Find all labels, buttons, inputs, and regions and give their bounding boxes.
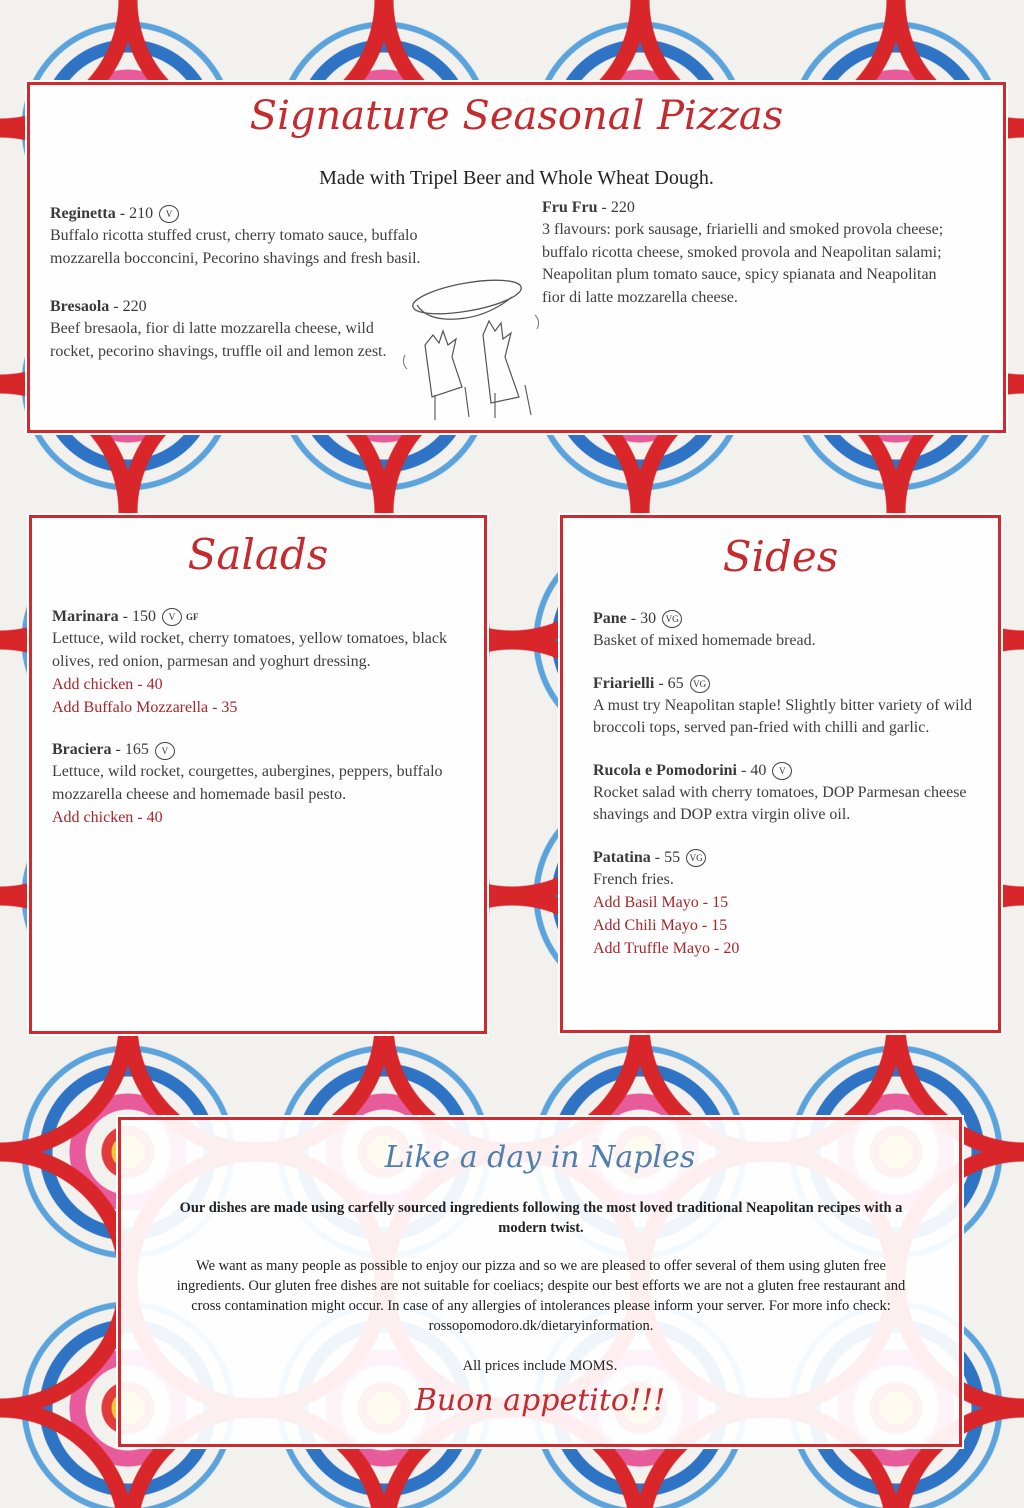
item-price: - 210: [115, 205, 154, 222]
salads-panel: [29, 515, 487, 1034]
addon-option: Add Basil Mayo - 15: [593, 894, 729, 911]
item-price: - 150: [118, 608, 156, 625]
menu-item-fru-fru: [542, 197, 962, 309]
footer-panel: [118, 1117, 962, 1447]
item-description: Beef bresaola, fior di latte mozzarella cheese, wild rocket, pecorino shavings, truffle oil and lemon zest.: [50, 320, 387, 360]
item-name: Braciera: [52, 741, 112, 759]
item-description: 3 flavours: pork sausage, friarielli and smoked provola cheese; buffalo ricotta cheese, smoked provola and Neapolitan salami; Neapolitan plum tomato sauce, spicy spianata and Neapolitan fior di latte mozzarella cheese.: [542, 221, 944, 306]
pizza-panel: [27, 82, 1006, 433]
item-description: Buffalo ricotta stuffed crust, cherry tomato sauce, buffalo mozzarella bocconcini, Pecorino shavings and fresh basil.: [50, 227, 421, 267]
item-name: Friarielli: [593, 674, 655, 692]
item-price: - 65: [654, 674, 684, 692]
vegetarian-badge-icon: V: [772, 762, 792, 780]
footer-title: Like a day in Naples: [384, 1140, 696, 1175]
salads-section-title: Salads: [187, 530, 329, 579]
addon-option: Add chicken - 40: [52, 676, 163, 694]
item-price: - 165: [111, 741, 149, 759]
vegetarian-badge-icon: V: [162, 608, 182, 626]
menu-item-marinara: [52, 606, 472, 719]
item-price: - 40: [737, 761, 767, 779]
item-name: Rucola e Pomodorini: [593, 761, 737, 779]
item-price: - 30: [626, 610, 657, 627]
item-name: Reginetta: [50, 205, 116, 222]
menu-item-friarielli: [593, 673, 993, 740]
menu-item-patatina: [593, 847, 993, 961]
footer-signoff: Buon appetito!!!: [414, 1383, 666, 1418]
item-name: Marinara: [52, 608, 119, 625]
item-name: Patatina: [593, 848, 651, 866]
vegetarian-badge-icon: V: [159, 205, 179, 223]
item-name: Pane: [593, 610, 627, 627]
addon-option: Add Truffle Mayo - 20: [593, 940, 740, 957]
gluten-free-tag: GF: [185, 612, 199, 623]
item-price: - 55: [650, 848, 681, 866]
menu-item-bresaola: [50, 296, 390, 363]
addon-option: Add Chili Mayo - 15: [593, 917, 728, 934]
item-name: Fru Fru: [542, 199, 598, 216]
menu-item-pane: [593, 608, 993, 653]
menu-item-braciera: [52, 739, 472, 829]
salads-list: [52, 606, 472, 849]
pizza-section-title: Signature Seasonal Pizzas: [249, 93, 784, 139]
vegan-badge-icon: VG: [686, 849, 706, 867]
footer-allergy-text: We want as many people as possible to enjoy our pizza and so we are pleased to offer several of them using gluten free ingredients. Our gluten free dishes are not suitable for coeliacs; despite our best efforts we are not a gluten free restaurant and cross contamination might occur. In case of any allergies of intolerances please inform your server. For more info check: rossopomodoro.dk/dietaryinformation.: [176, 1258, 906, 1334]
item-name: Bresaola: [50, 298, 110, 315]
item-description: Rocket salad with cherry tomatoes, DOP Parmesan cheese shavings and DOP extra virgin olive oil.: [593, 783, 967, 823]
item-price: - 220: [597, 199, 635, 216]
pizza-section-subtitle: Made with Tripel Beer and Whole Wheat Dough.: [319, 167, 714, 189]
vegan-badge-icon: VG: [690, 675, 710, 693]
footer-prices-note: All prices include MOMS.: [462, 1358, 618, 1374]
menu-item-rucola-e-pomodorini: [593, 760, 993, 827]
item-description: French fries.: [593, 870, 674, 888]
footer-lead-text: Our dishes are made using carfelly sourced ingredients following the most loved traditional Neapolitan recipes with a modern twist.: [179, 1200, 903, 1236]
item-description: A must try Neapolitan staple! Slightly bitter variety of wild broccoli tops, served pan-fried with chilli and garlic.: [593, 696, 973, 736]
vegetarian-badge-icon: V: [155, 742, 175, 760]
menu-item-reginetta: [50, 203, 490, 270]
pizza-toss-illustration-icon: [395, 275, 545, 425]
vegan-badge-icon: VG: [662, 610, 682, 628]
item-description: Lettuce, wild rocket, cherry tomatoes, yellow tomatoes, black olives, red onion, parmesan and yoghurt dressing.: [52, 630, 447, 670]
item-description: Basket of mixed homemade bread.: [593, 632, 816, 649]
item-description: Lettuce, wild rocket, courgettes, aubergines, peppers, buffalo mozzarella cheese and homemade basil pesto.: [52, 763, 443, 803]
addon-option: Add Buffalo Mozzarella - 35: [52, 699, 238, 717]
sides-panel: [560, 515, 1001, 1033]
sides-section-title: Sides: [722, 532, 839, 581]
sides-list: [593, 608, 993, 980]
addon-option: Add chicken - 40: [52, 809, 163, 827]
item-price: - 220: [109, 298, 147, 315]
pizza-list-right: [542, 197, 962, 329]
